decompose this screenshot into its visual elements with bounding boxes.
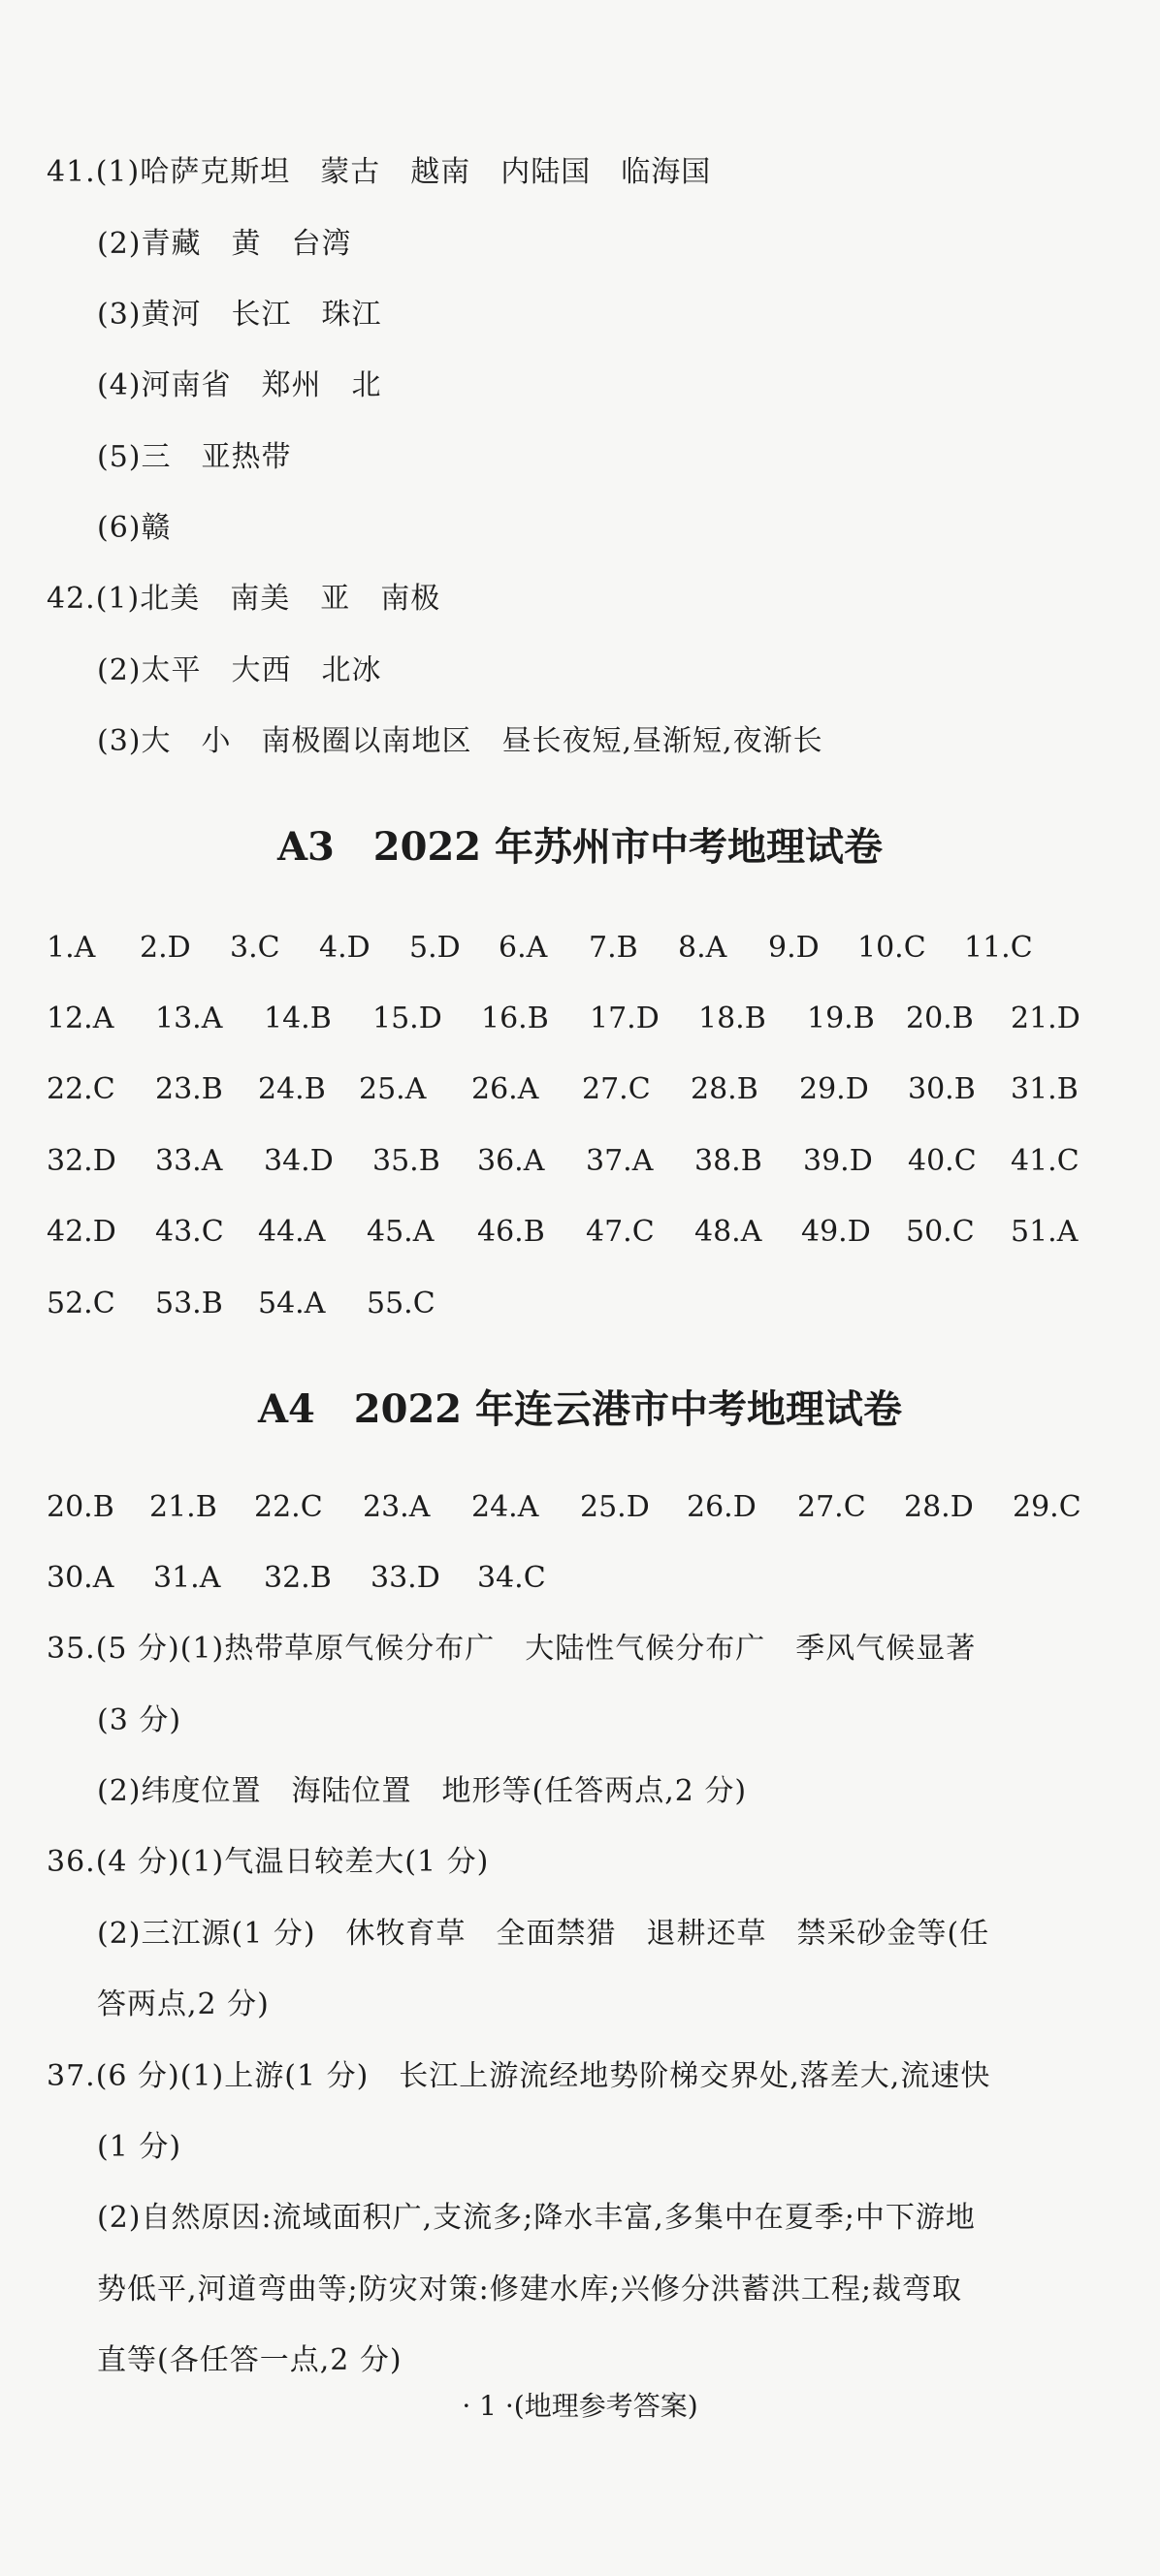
answer-line-41-1: 41.(1)哈萨克斯坦 蒙古 越南 内陆国 临海国: [47, 155, 712, 189]
answer-item: 5.D: [409, 931, 461, 965]
answer-item: 24.B: [258, 1072, 326, 1106]
answer-item: 37.A: [586, 1144, 654, 1178]
answer-item: 18.B: [698, 1002, 766, 1035]
answer-item: 11.C: [964, 931, 1033, 965]
answer-item: 26.D: [687, 1490, 757, 1524]
answer-item: 4.D: [319, 931, 371, 965]
answer-item: 9.D: [768, 931, 820, 965]
answer-item: 46.B: [477, 1215, 545, 1249]
answer-item: 31.B: [1011, 1072, 1079, 1106]
answer-item: 27.C: [582, 1072, 651, 1106]
answer-item: 55.C: [367, 1287, 435, 1320]
answer-item: 39.D: [803, 1144, 873, 1178]
answer-line-35-1: 35.(5 分)(1)热带草原气候分布广 大陆性气候分布广 季风气候显著: [47, 1632, 977, 1666]
answer-item: 33.D: [371, 1561, 440, 1595]
answer-item: 23.B: [155, 1072, 223, 1106]
answer-item: 34.D: [264, 1144, 334, 1178]
answer-line-42-1: 42.(1)北美 南美 亚 南极: [47, 582, 441, 616]
answer-item: 17.D: [590, 1002, 660, 1035]
answer-item: 20.B: [906, 1002, 974, 1035]
section-title-a4: A4 2022 年连云港市中考地理试卷: [257, 1386, 903, 1432]
answer-line-37-5: 直等(各任答一点,2 分): [97, 2343, 403, 2377]
answer-item: 28.B: [691, 1072, 758, 1106]
answer-item: 51.A: [1011, 1215, 1079, 1249]
answer-line-35-2: (3 分): [97, 1703, 182, 1737]
answer-item: 44.A: [258, 1215, 326, 1249]
answer-item: 30.B: [908, 1072, 976, 1106]
answer-line-42-2: (2)太平 大西 北冰: [97, 653, 382, 687]
answer-item: 1.A: [47, 931, 96, 965]
answer-line-41-6: (6)赣: [97, 511, 172, 545]
answer-item: 10.C: [857, 931, 926, 965]
answer-line-37-1: 37.(6 分)(1)上游(1 分) 长江上游流经地势阶梯交界处,落差大,流速快: [47, 2059, 991, 2093]
answer-item: 27.C: [797, 1490, 866, 1524]
answer-item: 26.A: [471, 1072, 539, 1106]
answer-item: 41.C: [1011, 1144, 1079, 1178]
answer-item: 50.C: [906, 1215, 975, 1249]
answer-item: 48.A: [694, 1215, 762, 1249]
page-footer: · 1 ·(地理参考答案): [462, 2390, 698, 2422]
answer-item: 47.C: [586, 1215, 655, 1249]
answer-line-36-1: 36.(4 分)(1)气温日较差大(1 分): [47, 1845, 490, 1879]
answer-item: 40.C: [908, 1144, 977, 1178]
answer-item: 32.D: [47, 1144, 116, 1178]
answer-item: 25.A: [359, 1072, 427, 1106]
answer-item: 8.A: [678, 931, 727, 965]
answer-item: 29.C: [1013, 1490, 1081, 1524]
answer-item: 54.A: [258, 1287, 326, 1320]
answer-line-35-3: (2)纬度位置 海陆位置 地形等(任答两点,2 分): [97, 1774, 748, 1808]
answer-item: 2.D: [140, 931, 191, 965]
answer-item: 24.A: [471, 1490, 539, 1524]
answer-item: 21.B: [149, 1490, 217, 1524]
answer-item: 31.A: [153, 1561, 221, 1595]
answer-item: 13.A: [155, 1002, 223, 1035]
answer-item: 52.C: [47, 1287, 115, 1320]
answer-line-42-3: (3)大 小 南极圈以南地区 昼长夜短,昼渐短,夜渐长: [97, 724, 823, 758]
answer-line-36-2: (2)三江源(1 分) 休牧育草 全面禁猎 退耕还草 禁采砂金等(任: [97, 1917, 990, 1951]
answer-item: 7.B: [589, 931, 638, 965]
answer-line-37-4: 势低平,河道弯曲等;防灾对策:修建水库;兴修分洪蓄洪工程;裁弯取: [97, 2273, 962, 2306]
answer-item: 22.C: [47, 1072, 115, 1106]
answer-line-41-5: (5)三 亚热带: [97, 440, 292, 474]
answer-item: 42.D: [47, 1215, 116, 1249]
answer-item: 23.A: [363, 1490, 431, 1524]
answer-line-41-3: (3)黄河 长江 珠江: [97, 298, 382, 332]
answer-line-41-2: (2)青藏 黄 台湾: [97, 227, 352, 261]
answer-item: 34.C: [477, 1561, 546, 1595]
answer-item: 15.D: [372, 1002, 442, 1035]
answer-item: 25.D: [580, 1490, 650, 1524]
answer-item: 6.A: [499, 931, 548, 965]
answer-item: 38.B: [694, 1144, 762, 1178]
answer-item: 12.A: [47, 1002, 114, 1035]
answer-item: 45.A: [367, 1215, 435, 1249]
answer-item: 14.B: [264, 1002, 332, 1035]
answer-item: 21.D: [1011, 1002, 1080, 1035]
answer-line-37-3: (2)自然原因:流域面积广,支流多;降水丰富,多集中在夏季;中下游地: [97, 2201, 976, 2235]
answer-item: 16.B: [481, 1002, 549, 1035]
answer-line-37-2: (1 分): [97, 2130, 182, 2164]
answer-item: 36.A: [477, 1144, 545, 1178]
answer-item: 29.D: [799, 1072, 869, 1106]
answer-item: 28.D: [904, 1490, 974, 1524]
answer-item: 33.A: [155, 1144, 223, 1178]
answer-item: 43.C: [155, 1215, 224, 1249]
answer-item: 49.D: [801, 1215, 871, 1249]
answer-item: 20.B: [47, 1490, 114, 1524]
section-title-a3: A3 2022 年苏州市中考地理试卷: [276, 824, 884, 870]
answer-item: 32.B: [264, 1561, 332, 1595]
answer-item: 53.B: [155, 1287, 223, 1320]
answer-item: 30.A: [47, 1561, 114, 1595]
answer-item: 3.C: [230, 931, 280, 965]
answer-line-41-4: (4)河南省 郑州 北: [97, 368, 382, 402]
answer-item: 19.B: [807, 1002, 875, 1035]
answer-item: 22.C: [254, 1490, 323, 1524]
answer-item: 35.B: [372, 1144, 440, 1178]
answer-line-36-3: 答两点,2 分): [97, 1988, 270, 2021]
